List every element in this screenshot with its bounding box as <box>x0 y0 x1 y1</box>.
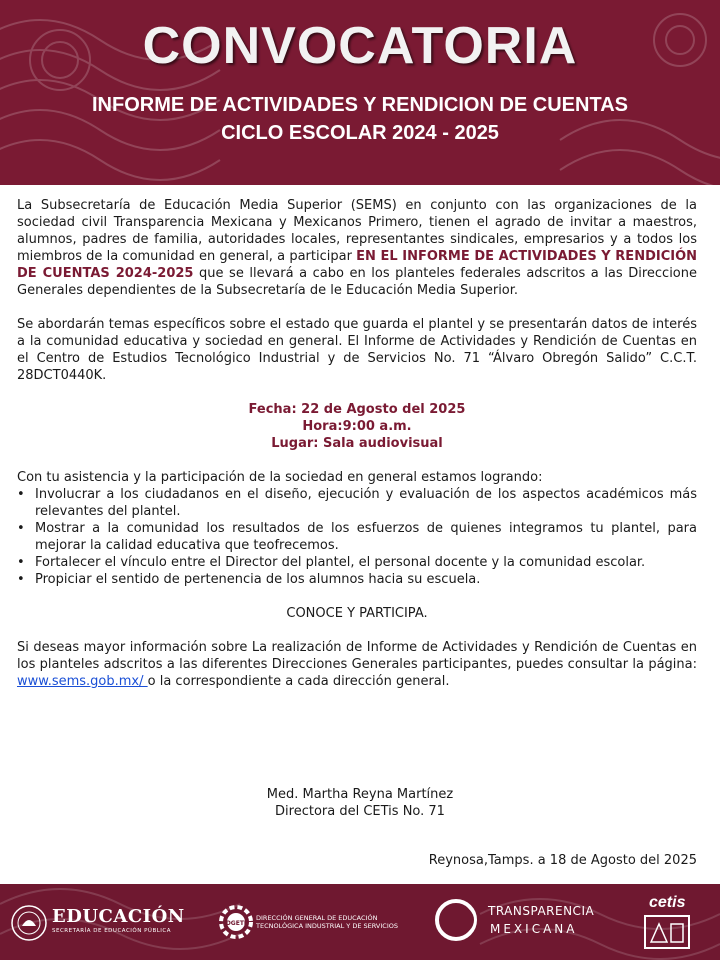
dgeti-badge: DGETI <box>225 920 247 927</box>
subtitle-line-2: CICLO ESCOLAR 2024 - 2025 <box>221 122 499 144</box>
info-text: Si deseas mayor información sobre La realización de Informe de Actividades y Rendición de Cuentas en los planteles adscritos a las diferentes Direcciones Generales participantes, puedes consultar la página: <box>17 640 697 672</box>
footer-banner <box>0 884 720 960</box>
gear-icon <box>218 902 254 942</box>
dgeti-logo <box>218 900 428 944</box>
mexicana-wordmark: MEXICANA <box>490 922 578 936</box>
list-item: • Involucrar a los ciudadanos en el diseño, ejecución y evaluación de los aspectos académicos más relevantes del plantel. <box>35 486 697 520</box>
info-paragraph <box>17 639 697 690</box>
ring-icon <box>434 898 482 942</box>
event-place: Lugar: Sala audiovisual <box>271 436 443 451</box>
p1-text: La Subsecretaría de Educación Media Superior (SEMS) en conjunto con las organizaciones de la sociedad civil Transparencia Mexicana y Mexicanos Primero, tienen el agrado de invitar a maestros, alumnos, padres de familia, autoridades locales, representantes sindicales, empresarios y a todos los miembros de la comunidad en general, a participar <box>17 198 697 264</box>
intro-paragraph <box>17 197 697 299</box>
sep-logo <box>10 902 195 944</box>
dgeti-caption-line2: TECNOLÓGICA INDUSTRIAL Y DE SERVICIOS <box>256 922 398 930</box>
document-body <box>17 197 697 690</box>
signature-block <box>0 786 720 820</box>
page-title: CONVOCATORIA <box>142 17 578 75</box>
list-item: • Fortalecer el vínculo entre el Director del plantel, el personal docente y la comunidad escolar. <box>35 554 697 571</box>
transparencia-logo <box>434 898 604 944</box>
call-to-action: CONOCE Y PARTICIPA. <box>286 606 428 621</box>
topics-paragraph: Se abordarán temas específicos sobre el estado que guarda el plantel y se presentarán datos de interés a la comunidad educativa y sociedad en general. El Informe de Actividades y Rendición de Cuentas en el Centro de Estudios Tecnológico Industrial y de Servicios No. 71 “Álvaro Obregón Salido” C.C.T. 28DCT0440K. <box>17 317 697 383</box>
header-banner <box>0 0 720 185</box>
dgeti-caption <box>256 914 428 930</box>
p1-text-end: que se llevará a cabo en los planteles federales adscritos a las Direccione Generales dependientes de la Subsecretaría de le Educación Media Superior. <box>17 266 697 298</box>
list-item: • Mostrar a la comunidad los resultados de los esfuerzos de quienes integramos tu plantel, para mejorar la calidad educativa que teofrecemos. <box>35 520 697 554</box>
sems-link[interactable]: www.sems.gob.mx/ <box>17 674 148 689</box>
sep-caption: SECRETARÍA DE EDUCACIÓN PÚBLICA <box>52 928 172 934</box>
event-time: Hora:9:00 a.m. <box>302 419 412 434</box>
event-date: Fecha: 22 de Agosto del 2025 <box>248 402 466 417</box>
cetis-emblem-icon <box>637 914 697 950</box>
educacion-wordmark: EDUCACIÓN <box>52 906 185 927</box>
cetis-wordmark: cetis <box>649 894 686 911</box>
cetis-logo <box>633 894 703 950</box>
signer-name: Med. Martha Reyna Martínez <box>266 787 454 802</box>
event-details <box>17 401 697 452</box>
p1-highlight: EN EL INFORME DE ACTIVIDADES Y RENDICIÓN DE CUENTAS 2024-2025 <box>17 249 698 281</box>
transparencia-wordmark: TRANSPARENCIA <box>488 904 595 918</box>
dgeti-caption-line1: DIRECCIÓN GENERAL DE EDUCACIÓN <box>256 914 378 922</box>
signer-role: Directora del CETis No. 71 <box>275 804 445 819</box>
subtitle-line-1: INFORME DE ACTIVIDADES Y RENDICION DE CUENTAS <box>92 94 628 116</box>
benefits-list <box>17 486 697 588</box>
benefits-intro: Con tu asistencia y la participación de la sociedad en general estamos logrando: <box>17 470 543 485</box>
list-item: • Propiciar el sentido de pertenencia de los alumnos hacia su escuela. <box>35 571 697 588</box>
coat-of-arms-icon <box>10 904 48 942</box>
info-text-end: o la correspondiente a cada dirección general. <box>147 674 450 689</box>
place-date: Reynosa,Tamps. a 18 de Agosto del 2025 <box>428 853 697 868</box>
